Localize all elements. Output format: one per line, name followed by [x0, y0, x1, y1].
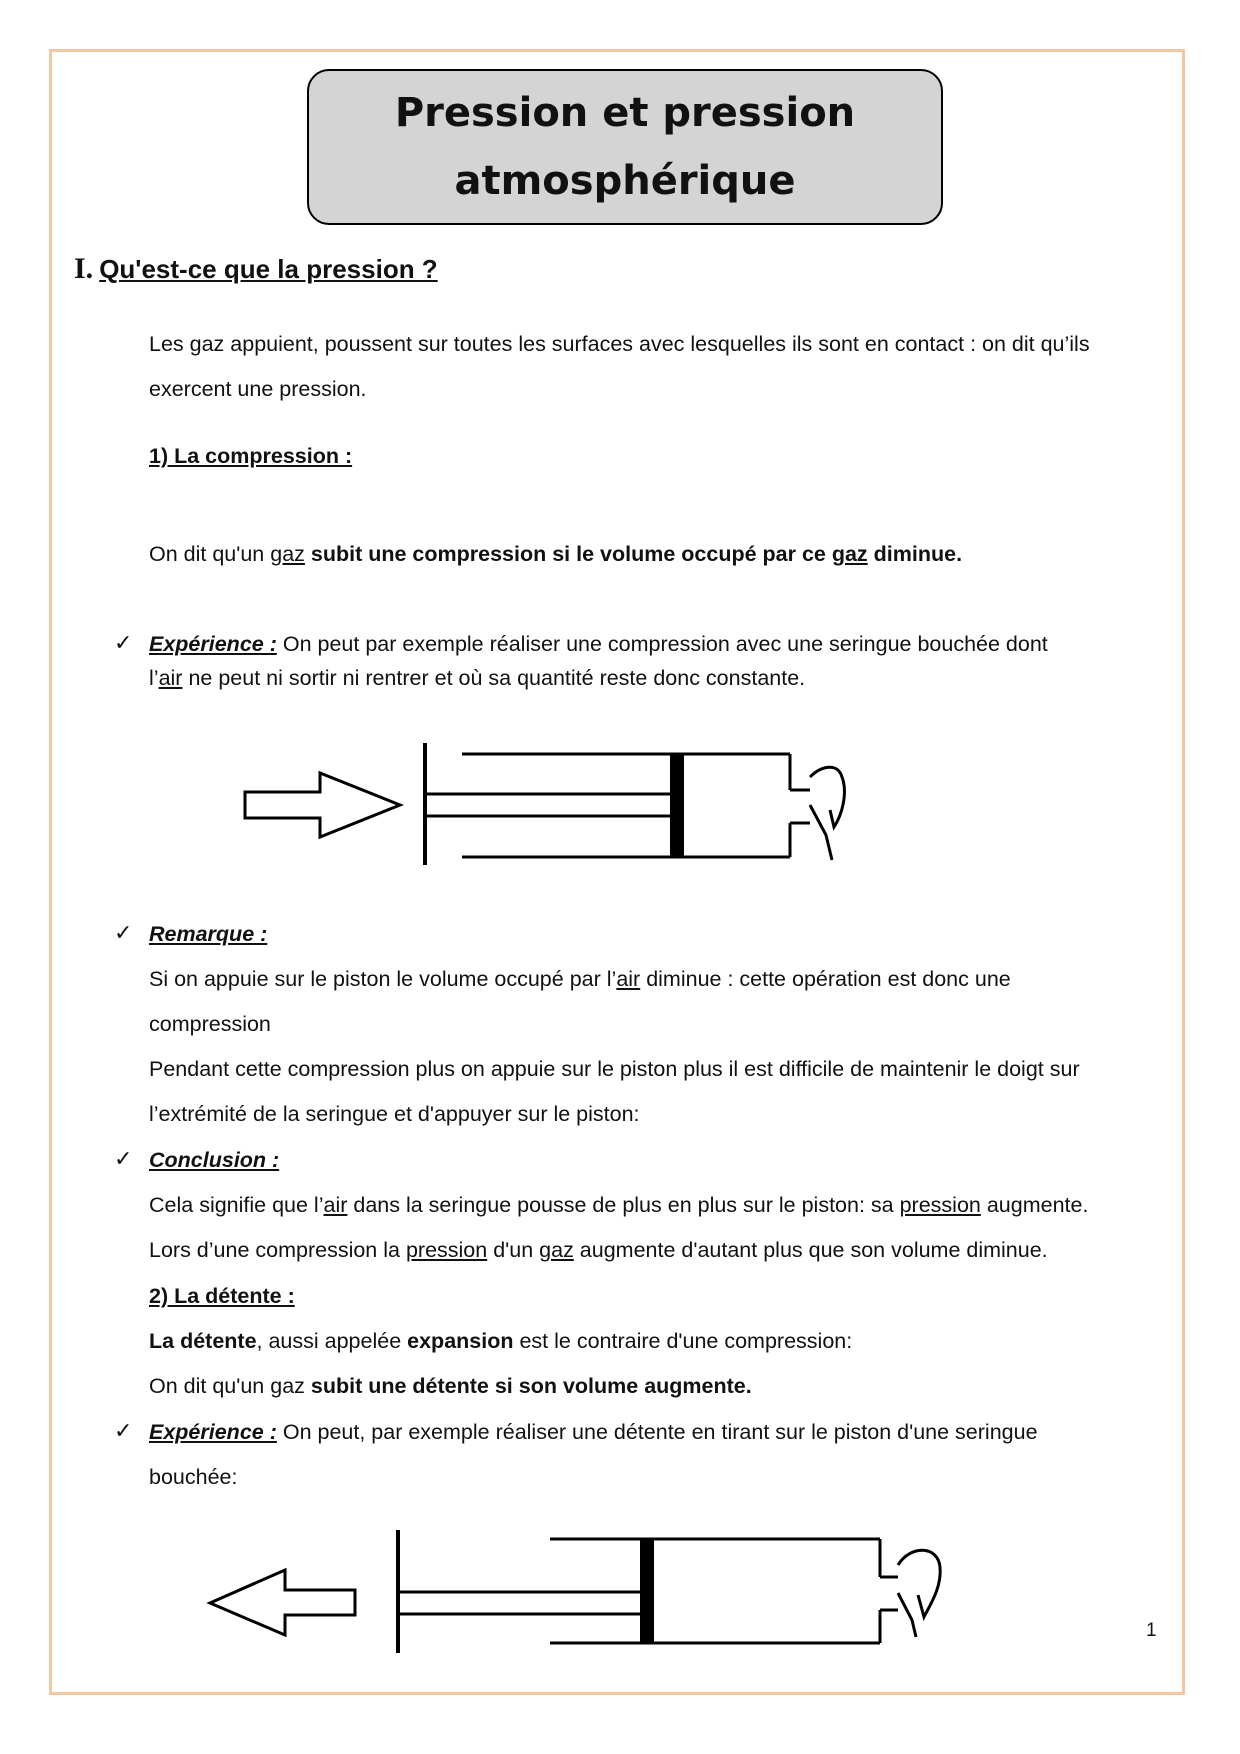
finger-icon [898, 1550, 940, 1637]
remarque-line-4: l’extrémité de la seringue et d'appuyer sur le piston: [149, 1102, 640, 1126]
page-number: 1 [1146, 1620, 1157, 1641]
conclusion-label: Conclusion : [149, 1148, 280, 1172]
remarque-label: Remarque : [149, 922, 268, 946]
title-line-1: Pression et pression [394, 90, 856, 136]
intro-line-2: exercent une pression. [149, 377, 367, 401]
intro-line-1: Les gaz appuient, poussent sur toutes les surfaces avec lesquelles ils sont en contact : on dit qu’ils [149, 332, 1090, 356]
check-icon: ✓ [114, 921, 133, 946]
experience-1-line-1: Expérience : On peut par exemple réaliser une compression avec une seringue bouchée dont [149, 632, 1048, 656]
experience-2-line-1: Expérience : On peut, par exemple réaliser une détente en tirant sur le piston d'une seringue [149, 1420, 1038, 1444]
subheading-compression: 1) La compression : [149, 444, 353, 468]
syringe-compression-figure [230, 735, 870, 870]
section-1-heading [74, 252, 438, 286]
title-box [307, 69, 943, 225]
syringe-detente-figure [200, 1525, 960, 1660]
conclusion-line-1: Cela signifie que l’air dans la seringue pousse de plus en plus sur le piston: sa pression augmente. [149, 1193, 1089, 1217]
detente-line-2: On dit qu'un gaz subit une détente si son volume augmente. [149, 1374, 752, 1398]
experience-1-line-2: l’air ne peut ni sortir ni rentrer et où sa quantité reste donc constante. [149, 666, 806, 690]
section-number: I. [74, 252, 94, 285]
compression-definition: On dit qu'un gaz subit une compression si le volume occupé par ce gaz diminue. [149, 542, 963, 566]
check-icon: ✓ [114, 1147, 133, 1172]
section-title: Qu'est-ce que la pression ? [99, 254, 438, 284]
arrow-right-icon [245, 773, 400, 837]
remarque-line-2: compression [149, 1012, 271, 1036]
check-icon: ✓ [114, 1419, 133, 1444]
page-border [49, 49, 1185, 1695]
arrow-left-icon [210, 1570, 355, 1635]
remarque-line-1: Si on appuie sur le piston le volume occupé par l’air diminue : cette opération est donc une [149, 967, 1011, 991]
detente-line-1: La détente, aussi appelée expansion est le contraire d'une compression: [149, 1329, 853, 1353]
remarque-line-3: Pendant cette compression plus on appuie sur le piston plus il est difficile de maintenir le doigt sur [149, 1057, 1080, 1081]
conclusion-line-2: Lors d’une compression la pression d'un gaz augmente d'autant plus que son volume diminue. [149, 1238, 1048, 1262]
finger-icon [810, 767, 844, 860]
subheading-detente: 2) La détente : [149, 1284, 295, 1308]
check-icon: ✓ [114, 631, 133, 656]
title-line-2: atmosphérique [454, 158, 796, 204]
experience-2-line-2: bouchée: [149, 1465, 238, 1489]
